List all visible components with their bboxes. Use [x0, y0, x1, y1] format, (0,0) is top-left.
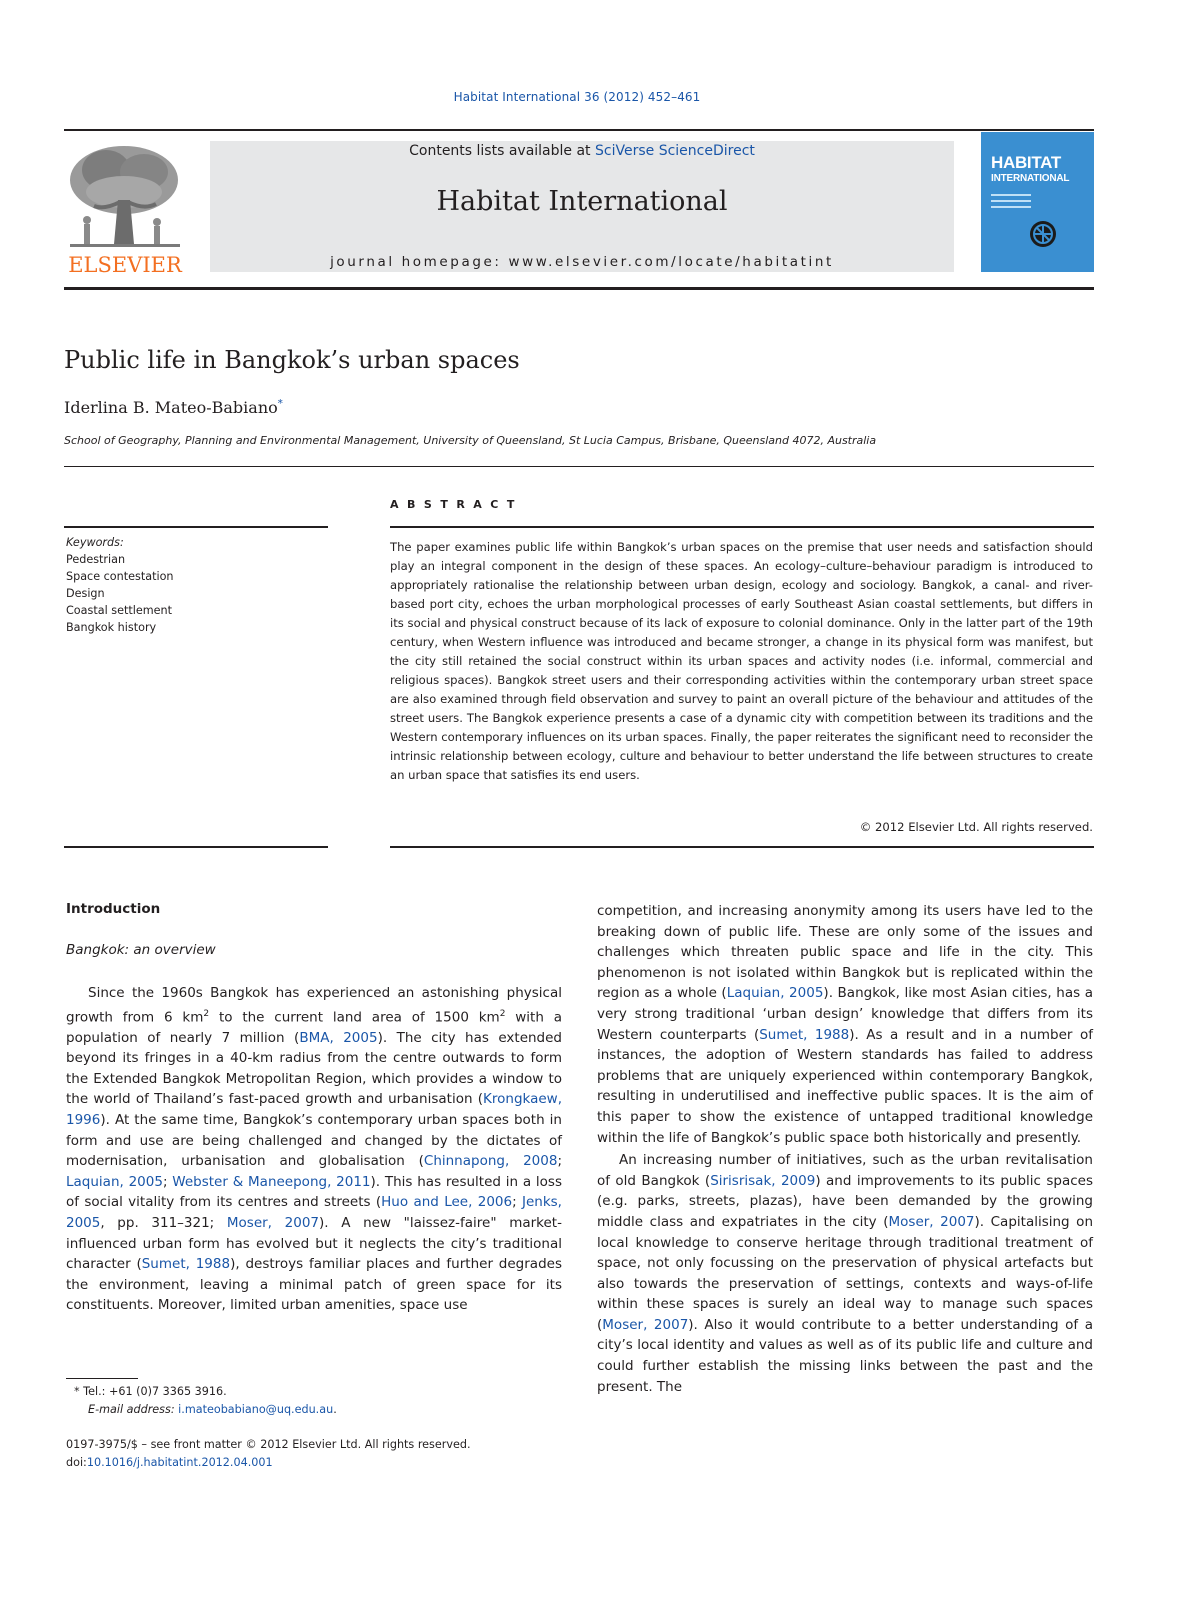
citation-link[interactable]: Jenks, 2005	[66, 1194, 562, 1232]
doi-link[interactable]: 10.1016/j.habitatint.2012.04.001	[86, 1455, 273, 1469]
footnote-mark: *	[74, 1385, 80, 1398]
header-bottom-rule	[64, 287, 1094, 290]
email-link[interactable]: i.mateobabiano@uq.edu.au	[178, 1402, 334, 1416]
abstract-copyright: © 2012 Elsevier Ltd. All rights reserved.	[859, 820, 1093, 834]
footnote-tel-line	[66, 1383, 337, 1401]
citation-link[interactable]: Moser, 2007	[602, 1316, 689, 1333]
citation-link[interactable]: Moser, 2007	[226, 1215, 319, 1232]
author-footnote-mark[interactable]: *	[277, 398, 283, 410]
elsevier-logo[interactable]	[64, 140, 186, 280]
citation-link[interactable]: Laquian, 2005	[726, 985, 824, 1002]
email-label: E-mail address:	[88, 1402, 175, 1416]
citation-link[interactable]: BMA, 2005	[299, 1029, 378, 1046]
contents-line	[210, 143, 954, 159]
abstract-text: The paper examines public life within Bangkok’s urban spaces on the premise that user needs and satisfaction should play an integral component in the design of these spaces. An ecology–culture–behaviour paradigm is introduced to appropriately rationalise the relationship between urban design, ecology and sociology. Bangkok, a canal- and river-based port city, echoes the urban morphological processes of early Southeast Asian coastal settlements, but differs in its social and physical construct because of its lack of exposure to colonial dominance. Only in the latter part of the 19th century, when Western influence was introduced and became stronger, a change in its physical form was manifest, but the city still retained the social construct within its urban spaces and activity nodes (i.e. informal, commercial and religious spaces). Bangkok street users and their corresponding activities within the contemporary urban street space are also examined through field observation and survey to paint an overall picture of the behaviour and attitudes of the street users. The Bangkok experience presents a case of a dynamic city with competition between its traditions and the Western contemporary influences on its urban spaces. Finally, the paper reiterates the significant need to reconsider the intrinsic relationship between ecology, culture and behaviour to better understand the life between structures to create an urban space that satisfies its end users.	[390, 540, 1093, 782]
front-matter	[66, 1436, 471, 1471]
footnote-tel: Tel.: +61 (0)7 3365 3916.	[83, 1385, 227, 1398]
keywords-label: Keywords:	[66, 536, 124, 549]
journal-title: Habitat International	[436, 186, 728, 217]
citation-link[interactable]: Huo and Lee, 2006	[381, 1194, 513, 1211]
contents-prefix: Contents lists available at	[409, 143, 595, 159]
journal-homepage	[210, 254, 954, 270]
footnote-rule	[66, 1378, 138, 1379]
title-block-rule	[64, 466, 1094, 467]
doi-prefix: doi:	[66, 1455, 87, 1469]
abstract-heading: ABSTRACT	[390, 498, 523, 511]
body-paragraph: An increasing number of initiatives, such as the urban revitalisation of old Bangkok (Sirisrisak, 2009) and improvements to its public spaces (e.g. parks, streets, plazas), have been demanded by the growing middle class and expatriates in the city (Moser, 2007). Capitalising on local knowledge to conserve heritage through traditional treatment of space, not only focussing on the preservation of physical artefacts but also towards the preservation of settings, contexts and ways-of-life within these spaces is surely an ideal way to manage such spaces (Moser, 2007). Also it would contribute to a better understanding of a city’s local identity and values as well as of its public life and culture and could further establish the missing links between the past and the present. The	[597, 1152, 1094, 1395]
citation-link[interactable]: Sirisrisak, 2009	[710, 1172, 816, 1189]
body-column-right	[597, 901, 1093, 1397]
citation-link[interactable]: Krongkaew, 1996	[66, 1091, 562, 1129]
email-end: .	[333, 1402, 337, 1416]
author-line	[64, 398, 283, 417]
homepage-prefix: journal homepage:	[330, 254, 509, 270]
journal-citation[interactable]: Habitat International 36 (2012) 452–461	[453, 90, 701, 104]
author-name[interactable]: Iderlina B. Mateo-Babiano	[64, 398, 278, 417]
article-title: Public life in Bangkok’s urban spaces	[64, 346, 520, 374]
header-top-rule	[64, 129, 1094, 131]
author-affiliation: School of Geography, Planning and Environmental Management, University of Queensland, St Lucia Campus, Brisbane, Queensland 4072, Australia	[64, 434, 877, 447]
citation-link[interactable]: Laquian, 2005	[66, 1173, 163, 1190]
keyword-item: Coastal settlement	[66, 604, 172, 618]
doi-line	[66, 1454, 471, 1472]
cover-subtitle: INTERNATIONAL	[991, 173, 1070, 184]
abstract-top-rule	[390, 526, 1094, 528]
circular-emblem-icon	[1029, 220, 1057, 248]
cover-title: HABITAT	[991, 153, 1061, 172]
keyword-item: Pedestrian	[66, 553, 126, 567]
author-footnote	[66, 1383, 337, 1418]
abstract-bottom-rule	[390, 846, 1094, 848]
homepage-url[interactable]: www.elsevier.com/locate/habitatint	[508, 254, 834, 270]
keyword-item: Design	[66, 587, 105, 601]
elsevier-wordmark: ELSEVIER	[68, 253, 182, 277]
keyword-item: Space contestation	[66, 570, 174, 584]
abstract-body	[390, 538, 1093, 785]
citation-link[interactable]: Sumet, 1988	[141, 1256, 231, 1273]
sciverse-link[interactable]: SciVerse ScienceDirect	[595, 143, 755, 159]
citation-link[interactable]: Sumet, 1988	[759, 1026, 850, 1043]
footnote-email-line	[66, 1401, 337, 1419]
journal-cover-image[interactable]	[981, 132, 1094, 272]
keywords-list	[66, 534, 174, 637]
cover-text-lines	[991, 194, 1031, 212]
keyword-item: Bangkok history	[66, 621, 157, 635]
section-heading-introduction: Introduction	[66, 901, 161, 917]
issn-line: 0197-3975/$ – see front matter © 2012 Elsevier Ltd. All rights reserved.	[66, 1438, 471, 1451]
body-paragraph: competition, and increasing anonymity among its users have led to the breaking down of public life. These are only some of the issues and challenges which threaten public space and life in the city. This phenomenon is not isolated within Bangkok but is replicated within the region as a whole (Laquian, 2005). Bangkok, like most Asian cities, has a very strong traditional ‘urban design’ knowledge that differs from its Western counterparts (Sumet, 1988). As a result and in a number of instances, the adoption of Western standards has failed to address problems that are uniquely experienced within contemporary Bangkok, resulting in underutilised and ineffective public spaces. It is the aim of this paper to show the existence of untapped traditional knowledge within the life of Bangkok’s public space both historically and presently.	[597, 903, 1093, 1146]
citation-link[interactable]: Webster & Maneepong, 2011	[172, 1173, 371, 1190]
keywords-top-rule	[64, 526, 328, 528]
body-column-left	[66, 983, 562, 1316]
citation-link[interactable]: Chinnapong, 2008	[423, 1153, 558, 1170]
keywords-bottom-rule	[64, 846, 328, 848]
citation-link[interactable]: Moser, 2007	[888, 1213, 975, 1230]
subsection-heading: Bangkok: an overview	[66, 942, 216, 958]
body-paragraph: Since the 1960s Bangkok has experienced an astonishing physical growth from 6 $km^2$ to the current land area of 1500 $km^2$ with a population of nearly 7 million (BMA, 2005). The city has extended beyond its fringes in a 40-km radius from the centre outwards to form the Extended Bangkok Metropolitan Region, which provides a window to the world of Thailand’s fast-paced growth and urbanisation (Krongkaew, 1996). At the same time, Bangkok’s contemporary urban spaces both in form and use are being challenged and changed by the dictates of modernisation, urbanisation and globalisation (Chinnapong, 2008; Laquian, 2005; Webster & Maneepong, 2011). This has resulted in a loss of social vitality from its centres and streets (Huo and Lee, 2006; Jenks, 2005, pp. 311–321; Moser, 2007). A new "laissez-faire" market-influenced urban form has evolved but it neglects the city’s traditional character (Sumet, 1988), destroys familiar places and further degrades the environment, leaving a minimal patch of green space for its constituents. Moreover, limited urban amenities, space use	[66, 985, 563, 1314]
